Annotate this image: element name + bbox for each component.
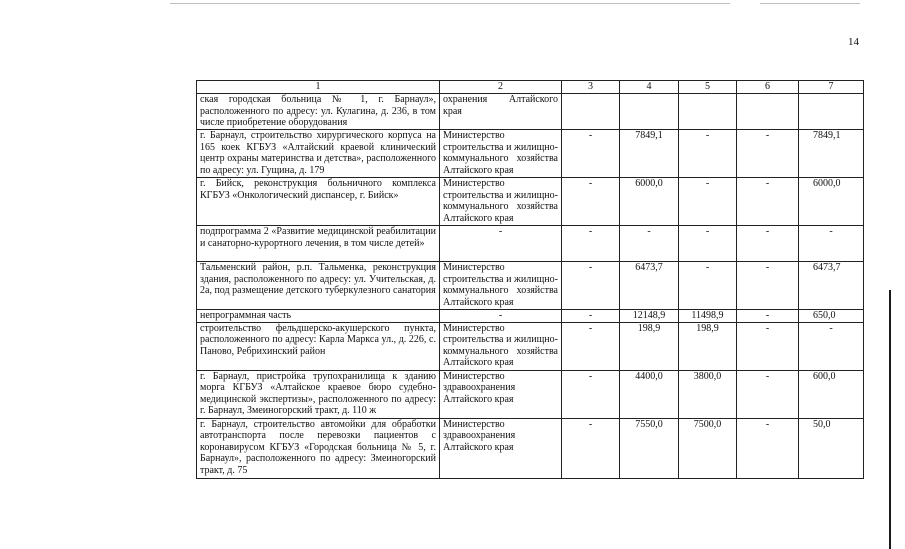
row-responsible: - bbox=[440, 226, 562, 262]
row-responsible: Министерство строительства и жилищно-коммунального хозяйства Алтайского края bbox=[440, 262, 562, 310]
table-row bbox=[197, 418, 864, 478]
row-col6: - bbox=[737, 370, 799, 418]
row-col3: - bbox=[562, 178, 620, 226]
row-description: г. Барнаул, строительство хирургического корпуса на 165 коек КГБУЗ «Алтайский краевой клинический центр охраны материнства и детства», расположенного по адресу: ул. Гущина, д. 179 bbox=[197, 130, 440, 178]
row-col5: - bbox=[679, 262, 737, 310]
table-row bbox=[197, 130, 864, 178]
row-col6: - bbox=[737, 418, 799, 478]
row-col5 bbox=[679, 94, 737, 130]
row-col6: - bbox=[737, 130, 799, 178]
row-col6: - bbox=[737, 226, 799, 262]
row-responsible: охранения Алтайского края bbox=[440, 94, 562, 130]
row-description: подпрограмма 2 «Развитие медицинской реабилитации и санаторно-курортного лечения, в том числе детей» bbox=[197, 226, 440, 262]
row-col5: - bbox=[679, 226, 737, 262]
row-description: ская городская больница № 1, г. Барнаул», расположенного по адресу: ул. Кулагина, д. 236, в том числе приобретение оборудования bbox=[197, 94, 440, 130]
row-col6: - bbox=[737, 310, 799, 323]
header-cell-3: 3 bbox=[562, 81, 620, 94]
row-description: г. Барнаул, строительство автомойки для обработки автотранспорта после перевозки пациентов с коронавирусом КГБУЗ «Городская больница № 5, г. Барнаул», расположенного по адресу: Змеиногорский тракт, д. 75 bbox=[197, 418, 440, 478]
row-col4: 4400,0 bbox=[620, 370, 679, 418]
row-col3: - bbox=[562, 370, 620, 418]
row-description: Тальменский район, р.п. Тальменка, реконструкция здания, расположенного по адресу: ул. Учительская, д. 2а, под размещение детского туберкулезного санатория bbox=[197, 262, 440, 310]
table-row bbox=[197, 310, 864, 323]
row-col7: 7849,1 bbox=[799, 130, 864, 178]
row-description: непрограммная часть bbox=[197, 310, 440, 323]
header-cell-6: 6 bbox=[737, 81, 799, 94]
row-col3: - bbox=[562, 418, 620, 478]
scan-top-line bbox=[170, 3, 730, 4]
row-responsible: Министерство строительства и жилищно-коммунального хозяйства Алтайского края bbox=[440, 322, 562, 370]
row-col7: - bbox=[799, 322, 864, 370]
row-col5: 7500,0 bbox=[679, 418, 737, 478]
table-row bbox=[197, 94, 864, 130]
row-col6: - bbox=[737, 322, 799, 370]
row-responsible: Министерство строительства и жилищно-коммунального хозяйства Алтайского края bbox=[440, 178, 562, 226]
row-col3: - bbox=[562, 262, 620, 310]
row-col3: - bbox=[562, 130, 620, 178]
row-col4: 7849,1 bbox=[620, 130, 679, 178]
header-cell-7: 7 bbox=[799, 81, 864, 94]
row-col3: - bbox=[562, 322, 620, 370]
scan-edge-line bbox=[889, 290, 891, 549]
row-col4: 6000,0 bbox=[620, 178, 679, 226]
row-col4: - bbox=[620, 226, 679, 262]
row-col6: - bbox=[737, 178, 799, 226]
row-col5: - bbox=[679, 178, 737, 226]
table-row bbox=[197, 178, 864, 226]
scan-top-line-right bbox=[760, 3, 860, 4]
page-number: 14 bbox=[848, 36, 859, 48]
row-responsible: Министерство строительства и жилищно-коммунального хозяйства Алтайского края bbox=[440, 130, 562, 178]
header-cell-4: 4 bbox=[620, 81, 679, 94]
row-col3: - bbox=[562, 226, 620, 262]
row-responsible: - bbox=[440, 310, 562, 323]
header-row bbox=[197, 81, 864, 94]
table-row bbox=[197, 226, 864, 262]
row-col4: 12148,9 bbox=[620, 310, 679, 323]
row-col4 bbox=[620, 94, 679, 130]
row-responsible: Министерство здравоохранения Алтайского края bbox=[440, 418, 562, 478]
row-description: г. Бийск, реконструкция больничного комплекса КГБУЗ «Онкологический диспансер, г. Бийск» bbox=[197, 178, 440, 226]
row-col7: 50,0 bbox=[799, 418, 864, 478]
row-description: г. Барнаул, пристройка трупохранилища к зданию морга КГБУЗ «Алтайское краевое бюро судебно-медицинской экспертизы», расположенного по адресу: г. Барнаул, Змеиногорский тракт, д. 110 ж bbox=[197, 370, 440, 418]
row-col7: 600,0 bbox=[799, 370, 864, 418]
table-row bbox=[197, 370, 864, 418]
row-description: строительство фельдшерско-акушерского пункта, расположенного по адресу: Карла Маркса ул., д. 226, с. Паново, Ребрихинский район bbox=[197, 322, 440, 370]
row-col5: 198,9 bbox=[679, 322, 737, 370]
row-col4: 7550,0 bbox=[620, 418, 679, 478]
row-col3: - bbox=[562, 310, 620, 323]
row-col5: - bbox=[679, 130, 737, 178]
row-col5: 11498,9 bbox=[679, 310, 737, 323]
row-col3 bbox=[562, 94, 620, 130]
row-col5: 3800,0 bbox=[679, 370, 737, 418]
header-cell-5: 5 bbox=[679, 81, 737, 94]
header-cell-2: 2 bbox=[440, 81, 562, 94]
table-row bbox=[197, 322, 864, 370]
row-col6: - bbox=[737, 262, 799, 310]
row-col7: 6473,7 bbox=[799, 262, 864, 310]
table-row bbox=[197, 262, 864, 310]
row-col7: 650,0 bbox=[799, 310, 864, 323]
row-col7: - bbox=[799, 226, 864, 262]
row-col6 bbox=[737, 94, 799, 130]
row-responsible: Министерство здравоохранения Алтайского края bbox=[440, 370, 562, 418]
row-col7: 6000,0 bbox=[799, 178, 864, 226]
row-col4: 198,9 bbox=[620, 322, 679, 370]
row-col4: 6473,7 bbox=[620, 262, 679, 310]
header-cell-1: 1 bbox=[197, 81, 440, 94]
budget-table bbox=[196, 80, 864, 479]
row-col7 bbox=[799, 94, 864, 130]
